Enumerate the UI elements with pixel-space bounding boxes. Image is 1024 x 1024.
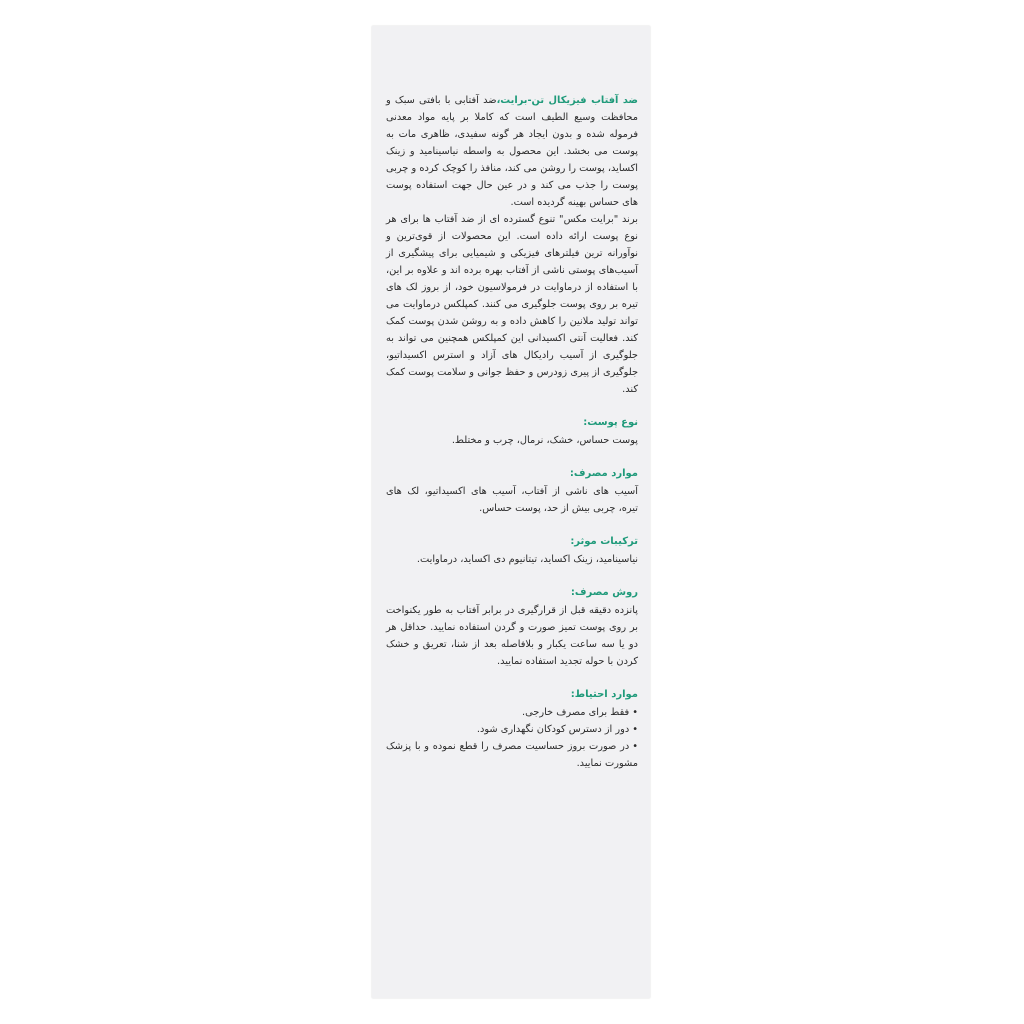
ingredients-heading: ترکیبات موثر: bbox=[570, 536, 638, 547]
intro-text: ضد آفتابی با بافتی سبک و محافظت وسیع الطیف است که کاملا بر پایه مواد معدنی فرموله شده و بدون ایجاد هر گونه سفیدی، ظاهری مات به پوست می بخشد. این محصول به واسطه نیاسینامید و زینک اکساید، پوست را روشن می کند، منافذ را کوچک کرده و چربی پوست را جذب می کند و در عین حال جهت استفاده پوست های حساس بهینه گردیده است. bbox=[386, 95, 638, 208]
usage-section bbox=[386, 584, 638, 670]
uses-section bbox=[386, 465, 638, 517]
usage-heading: روش مصرف: bbox=[570, 587, 638, 598]
precautions-list bbox=[386, 704, 638, 772]
ingredients-text: نیاسینامید، زینک اکساید، تیتانیوم دی اکساید، درماوایت. bbox=[416, 554, 638, 565]
bullet-icon: • bbox=[632, 707, 638, 718]
intro-paragraph bbox=[386, 92, 638, 211]
list-item bbox=[386, 704, 638, 721]
skin-type-text: پوست حساس، خشک، نرمال، چرب و مختلط. bbox=[451, 435, 638, 446]
skin-type-heading: نوع پوست: bbox=[583, 417, 638, 428]
precaution-text: دور از دسترس کودکان نگهداری شود. bbox=[476, 724, 630, 735]
bullet-icon: • bbox=[632, 724, 638, 735]
list-item bbox=[386, 738, 638, 772]
usage-text: پانزده دقیقه قبل از قرارگیری در برابر آفتاب به طور یکنواخت بر روی پوست تمیز صورت و گردن استفاده نمایید. حداقل هر دو یا سه ساعت یکبار و بلافاصله بعد از شنا، تعریق و خشک کردن با حوله تجدید استفاده نمایید. bbox=[386, 605, 638, 667]
precaution-text: در صورت بروز حساسیت مصرف را قطع نموده و با پزشک مشورت نمایید. bbox=[386, 741, 638, 769]
precautions-heading: موارد احتیاط: bbox=[570, 689, 638, 700]
precaution-text: فقط برای مصرف خارجی. bbox=[522, 707, 630, 718]
precautions-section bbox=[386, 686, 638, 772]
product-description-panel bbox=[372, 26, 650, 998]
brand-paragraph: برند "برایت مکس" تنوع گسترده ای از ضد آفتاب ها برای هر نوع پوست ارائه داده است. این محصولات از قوی‌ترین و نوآورانه ترین فیلترهای فیزیکی و شیمیایی برای پیشگیری از آسیب‌های پوستی ناشی از آفتاب بهره برده اند و علاوه بر این، با استفاده از درماوایت در فرمولاسیون خود، از بروز لک های تیره بر روی پوست جلوگیری می کنند. کمپلکس درماوایت می تواند تولید ملانین را کاهش داده و به روشن شدن پوست کمک کند. فعالیت آنتی اکسیدانی این کمپلکس همچنین می تواند به جلوگیری از آسیب رادیکال های آزاد و استرس اکسیداتیو، جلوگیری از پیری زودرس و حفظ جوانی و سلامت پوست کمک کند. bbox=[386, 214, 638, 395]
skin-type-section bbox=[386, 414, 638, 449]
intro-lead: ضد آفتاب فیزیکال تن-برایت، bbox=[496, 95, 638, 106]
bullet-icon: • bbox=[632, 741, 638, 752]
uses-text: آسیب های ناشی از آفتاب، آسیب های اکسیداتیو، لک های تیره، چربی بیش از حد، پوست حساس. bbox=[386, 486, 638, 514]
ingredients-section bbox=[386, 533, 638, 568]
uses-heading: موارد مصرف: bbox=[569, 468, 638, 479]
list-item bbox=[386, 721, 638, 738]
